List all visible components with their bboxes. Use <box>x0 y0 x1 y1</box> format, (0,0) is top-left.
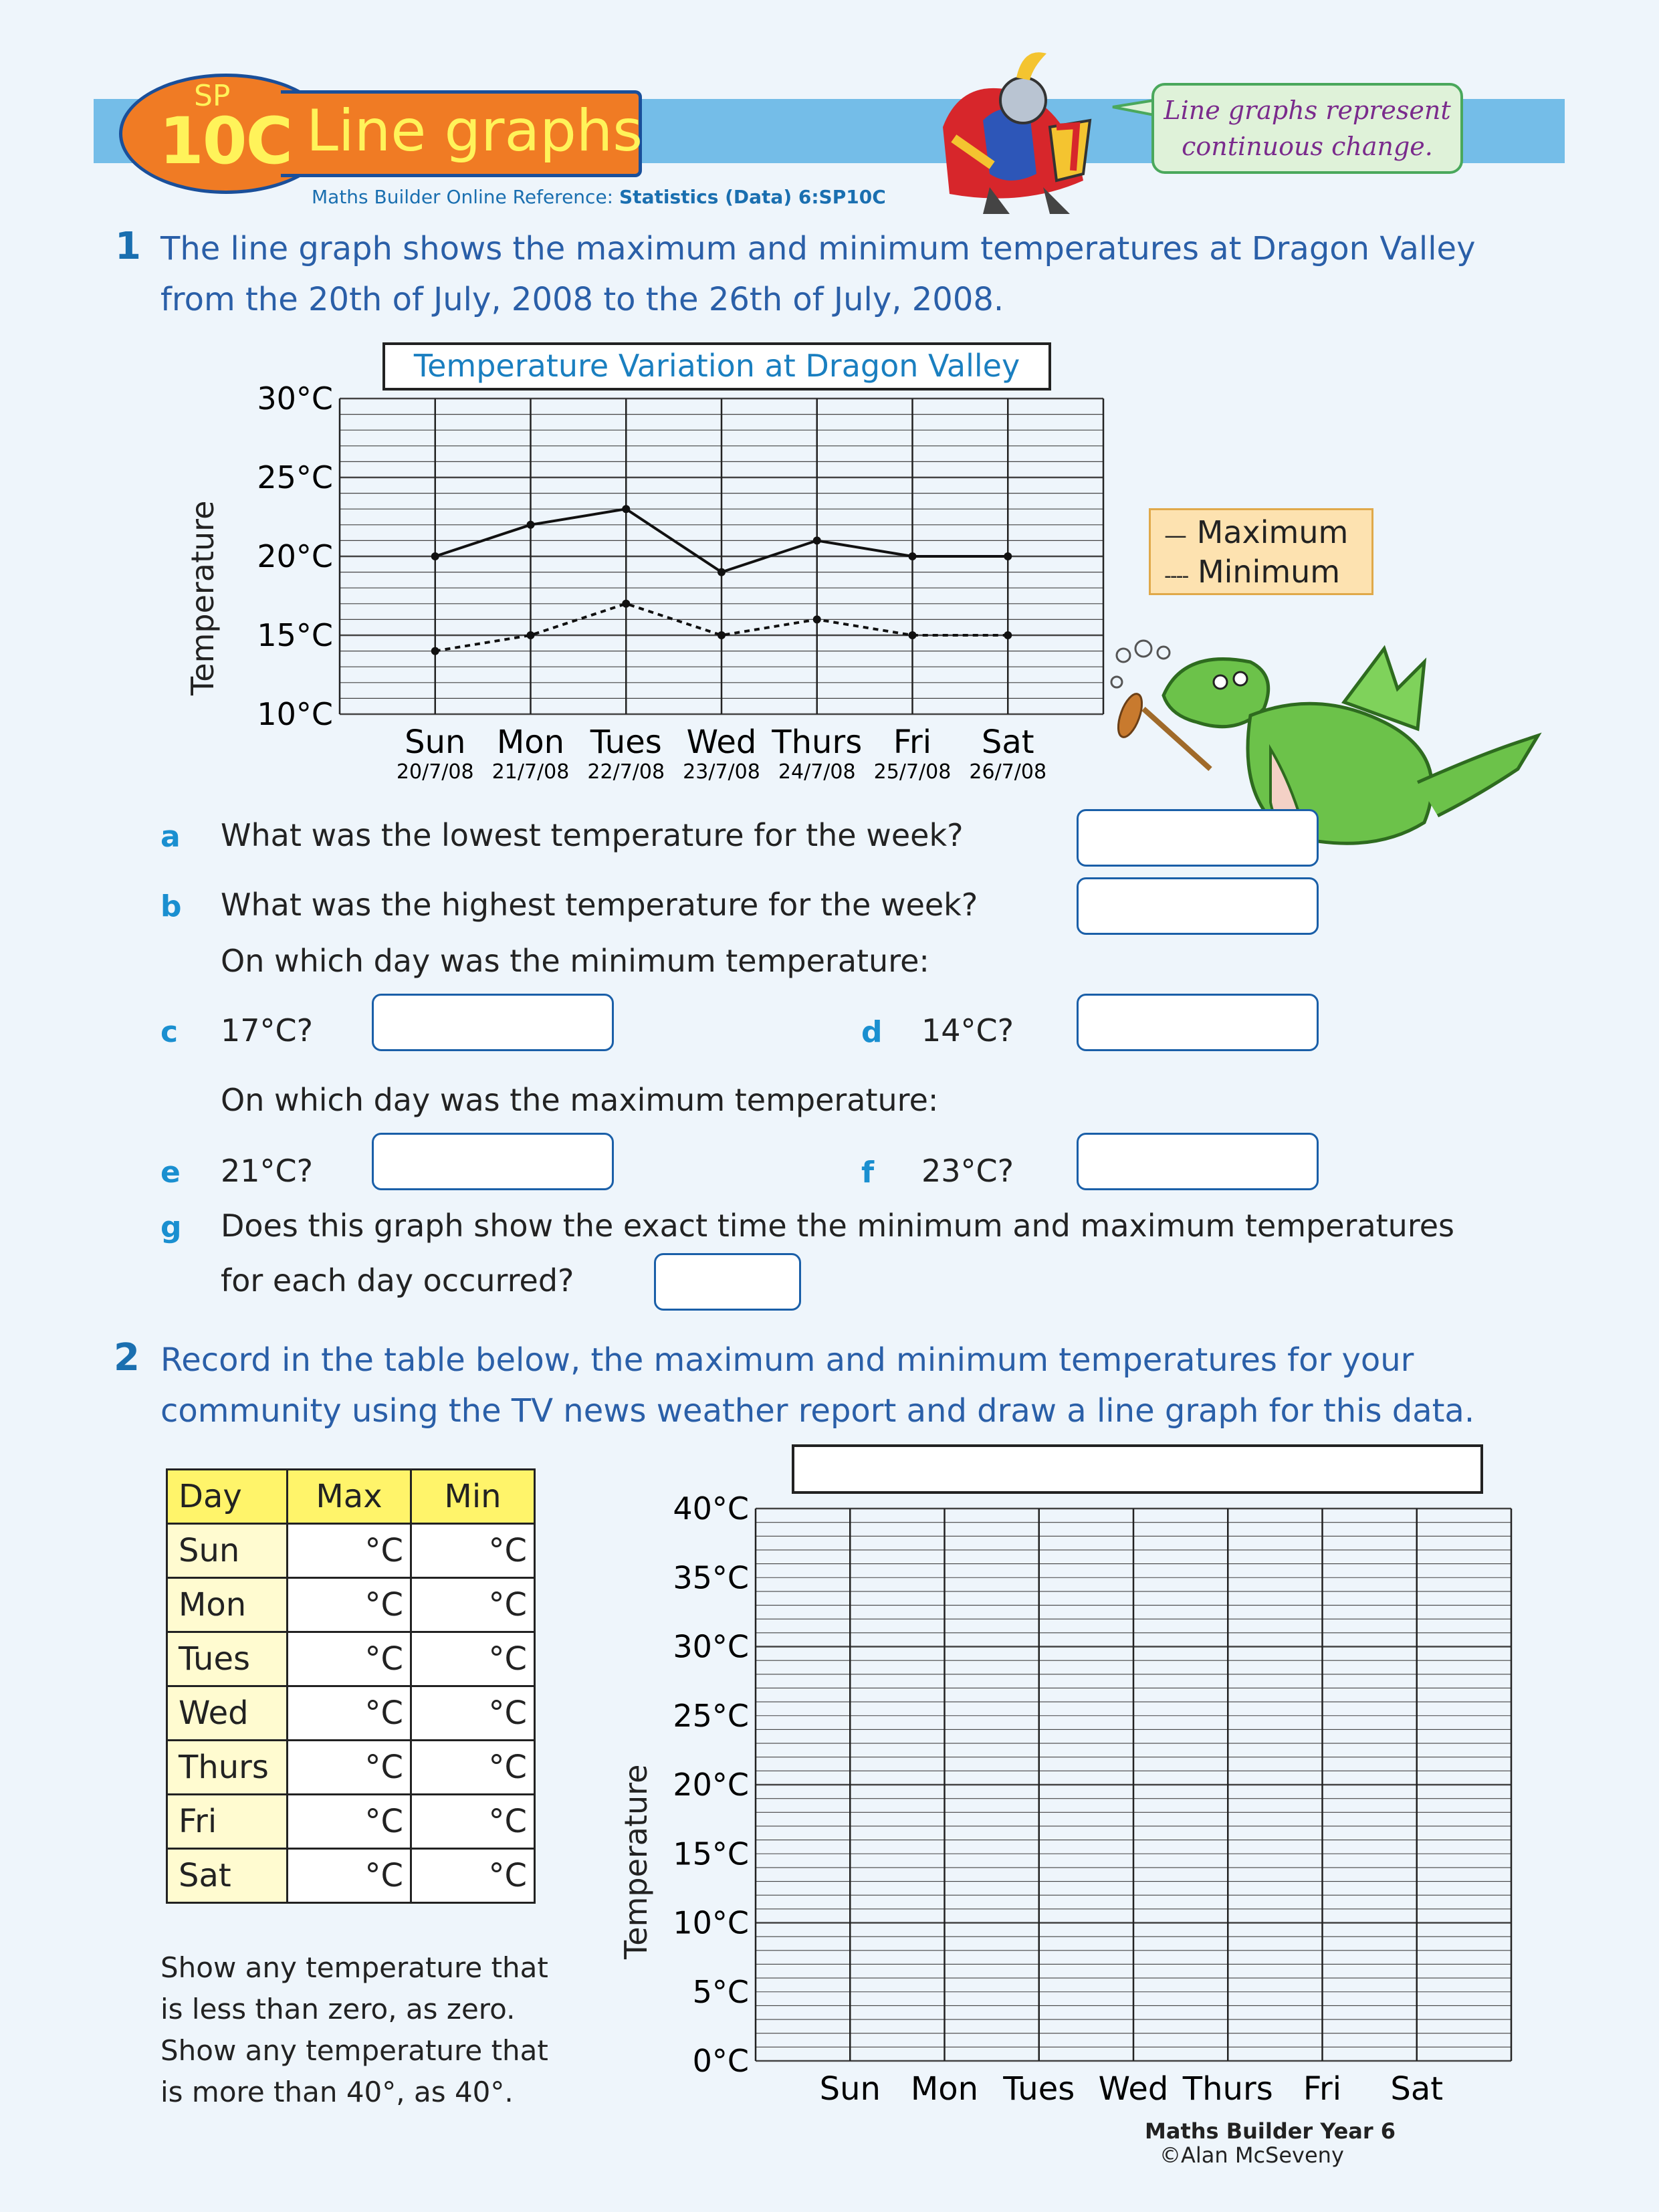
badge-sp: SP <box>194 79 231 113</box>
data-point-maximum <box>527 521 535 529</box>
question-1-number: 1 <box>115 225 141 268</box>
y-tick-label: 15°C <box>673 1836 749 1872</box>
x-date-label: 21/7/08 <box>491 760 570 784</box>
answer-box-f[interactable] <box>1077 1133 1319 1190</box>
table-day-cell: Wed <box>167 1686 288 1741</box>
y-tick-label: 25°C <box>257 459 333 495</box>
data-point-maximum <box>1004 552 1012 560</box>
x-tick-label: Fri <box>1303 2070 1342 2108</box>
part-e-text: 21°C? <box>221 1153 314 1189</box>
maximum-question-intro: On which day was the maximum temperature: <box>221 1082 939 1118</box>
y-tick-label: 0°C <box>692 2043 749 2079</box>
table-row <box>167 1741 535 1795</box>
page-title: Line graphs <box>306 98 643 164</box>
speech-line-1: Line graphs represent <box>1164 96 1451 125</box>
table-header-row <box>167 1470 535 1524</box>
chart-2-title-box[interactable] <box>792 1444 1483 1494</box>
part-g-text-line-2: for each day occurred? <box>221 1262 574 1299</box>
table-day-cell: Thurs <box>167 1741 288 1795</box>
minimum-question-intro: On which day was the minimum temperature: <box>221 943 929 979</box>
y-tick-label: 30°C <box>673 1628 749 1665</box>
y-tick-label: 5°C <box>692 1973 749 2010</box>
chart-2[interactable] <box>662 1491 1525 2133</box>
data-point-maximum <box>717 568 726 576</box>
x-tick-label: Thurs <box>1182 2070 1273 2108</box>
data-point-minimum <box>527 631 535 639</box>
table-row <box>167 1795 535 1849</box>
answer-box-e[interactable] <box>372 1133 614 1190</box>
x-tick-label: Sat <box>981 724 1034 761</box>
data-point-maximum <box>622 505 630 513</box>
speech-bubble <box>1151 83 1463 174</box>
table-max-cell[interactable]: °C <box>288 1524 411 1578</box>
y-tick-label: 10°C <box>673 1904 749 1941</box>
data-point-maximum <box>431 552 439 560</box>
part-b-text: What was the highest temperature for the week? <box>221 887 978 923</box>
badge-code: 10C <box>159 104 292 179</box>
legend-item-maximum: — Maximum <box>1164 514 1349 550</box>
part-d-letter: d <box>861 1015 883 1049</box>
part-c-letter: c <box>160 1015 179 1049</box>
x-tick-label: Fri <box>893 724 932 761</box>
x-date-label: 25/7/08 <box>873 760 952 784</box>
answer-box-g[interactable] <box>654 1253 801 1311</box>
y-tick-label: 40°C <box>673 1491 749 1527</box>
part-e-letter: e <box>160 1155 181 1190</box>
table-day-cell: Tues <box>167 1632 288 1686</box>
question-2-line-2: community using the TV news weather report and draw a line graph for this data. <box>160 1392 1475 1430</box>
x-tick-label: Thurs <box>772 724 863 761</box>
answer-box-b[interactable] <box>1077 877 1319 935</box>
part-b-letter: b <box>160 889 182 923</box>
chart-1-title: Temperature Variation at Dragon Valley <box>382 342 1051 391</box>
knight-illustration <box>923 47 1123 221</box>
table-min-cell[interactable]: °C <box>411 1686 535 1741</box>
part-f-text: 23°C? <box>921 1153 1014 1189</box>
speech-tail <box>1110 94 1157 120</box>
chart-1-legend <box>1149 508 1373 595</box>
answer-box-c[interactable] <box>372 994 614 1051</box>
question-2-line-1: Record in the table below, the maximum and minimum temperatures for your <box>160 1341 1414 1379</box>
data-point-minimum <box>813 615 821 623</box>
data-point-maximum <box>909 552 917 560</box>
y-tick-label: 25°C <box>673 1697 749 1734</box>
part-a-letter: a <box>160 820 181 854</box>
x-date-label: 22/7/08 <box>587 760 665 784</box>
answer-box-a[interactable] <box>1077 809 1319 867</box>
table-header-max: Max <box>288 1470 411 1524</box>
legend-label-maximum: Maximum <box>1196 514 1349 550</box>
x-tick-label: Tues <box>590 724 662 761</box>
data-point-minimum <box>717 631 726 639</box>
chart-2-ylabel: Temperature <box>618 1764 654 1959</box>
table-max-cell[interactable]: °C <box>288 1578 411 1632</box>
y-tick-label: 10°C <box>257 696 333 732</box>
part-g-letter: g <box>160 1210 182 1244</box>
temperature-record-table <box>166 1468 536 1904</box>
question-1-text <box>160 223 1475 325</box>
x-tick-label: Sun <box>405 724 466 761</box>
part-a-text: What was the lowest temperature for the week? <box>221 817 964 853</box>
part-g-text-line-1: Does this graph show the exact time the minimum and maximum temperatures <box>221 1208 1455 1244</box>
table-day-cell: Sun <box>167 1524 288 1578</box>
y-tick-label: 20°C <box>257 538 333 574</box>
table-min-cell[interactable]: °C <box>411 1578 535 1632</box>
x-tick-label: Wed <box>1098 2070 1169 2108</box>
x-tick-label: Mon <box>496 724 565 761</box>
x-tick-label: Tues <box>1003 2070 1075 2108</box>
y-tick-label: 20°C <box>673 1767 749 1803</box>
x-date-label: 20/7/08 <box>396 760 474 784</box>
table-day-cell: Sat <box>167 1849 288 1903</box>
table-header-day: Day <box>167 1470 288 1524</box>
data-point-minimum <box>909 631 917 639</box>
note-line-3: Show any temperature that <box>160 2034 548 2067</box>
x-tick-label: Sun <box>819 2070 881 2108</box>
question-2-text <box>160 1335 1474 1436</box>
table-min-cell[interactable]: °C <box>411 1524 535 1578</box>
table-row <box>167 1578 535 1632</box>
data-point-minimum <box>1004 631 1012 639</box>
table-max-cell[interactable]: °C <box>288 1741 411 1795</box>
table-max-cell[interactable]: °C <box>288 1795 411 1849</box>
speech-line-2: continuous change. <box>1182 132 1433 161</box>
table-row <box>167 1849 535 1903</box>
question-1-line-1: The line graph shows the maximum and minimum temperatures at Dragon Valley <box>160 230 1476 267</box>
reference-line <box>312 186 886 208</box>
table-min-cell[interactable]: °C <box>411 1849 535 1903</box>
question-1-line-2: from the 20th of July, 2008 to the 26th of July, 2008. <box>160 281 1004 318</box>
table-day-cell: Mon <box>167 1578 288 1632</box>
reference-value: Statistics (Data) 6:SP10C <box>619 186 886 208</box>
footer-copyright: ©Alan McSeveny <box>1159 2142 1344 2168</box>
chart-1 <box>241 374 1123 789</box>
table-header-min: Min <box>411 1470 535 1524</box>
part-d-text: 14°C? <box>921 1012 1014 1048</box>
chart-1-ylabel: Temperature <box>185 500 221 695</box>
data-point-maximum <box>813 536 821 544</box>
part-c-text: 17°C? <box>221 1012 314 1048</box>
reference-prefix: Maths Builder Online Reference: <box>312 186 614 208</box>
footer-book-title: Maths Builder Year 6 <box>1145 2118 1396 2144</box>
table-min-cell[interactable]: °C <box>411 1795 535 1849</box>
legend-label-minimum: Minimum <box>1197 554 1341 590</box>
answer-box-d[interactable] <box>1077 994 1319 1051</box>
table-max-cell[interactable]: °C <box>288 1686 411 1741</box>
table-row <box>167 1632 535 1686</box>
x-tick-label: Sat <box>1390 2070 1444 2108</box>
note-line-2: is less than zero, as zero. <box>160 1993 516 2025</box>
note-line-1: Show any temperature that <box>160 1951 548 1984</box>
x-tick-label: Mon <box>910 2070 979 2108</box>
question-2-number: 2 <box>114 1336 140 1379</box>
part-f-letter: f <box>861 1155 875 1190</box>
legend-item-minimum: ---- Minimum <box>1164 554 1341 590</box>
table-min-cell[interactable]: °C <box>411 1632 535 1686</box>
instruction-note <box>160 1947 548 2113</box>
x-date-label: 23/7/08 <box>683 760 760 784</box>
y-tick-label: 35°C <box>673 1559 749 1596</box>
y-tick-label: 30°C <box>257 380 333 417</box>
x-date-label: 24/7/08 <box>778 760 856 784</box>
note-line-4: is more than 40°, as 40°. <box>160 2076 514 2108</box>
x-date-label: 26/7/08 <box>969 760 1047 784</box>
y-tick-label: 15°C <box>257 617 333 653</box>
table-day-cell: Fri <box>167 1795 288 1849</box>
data-point-minimum <box>622 600 630 608</box>
table-row <box>167 1686 535 1741</box>
data-point-minimum <box>431 647 439 655</box>
table-min-cell[interactable]: °C <box>411 1741 535 1795</box>
table-max-cell[interactable]: °C <box>288 1632 411 1686</box>
table-max-cell[interactable]: °C <box>288 1849 411 1903</box>
x-tick-label: Wed <box>686 724 757 761</box>
table-row <box>167 1524 535 1578</box>
